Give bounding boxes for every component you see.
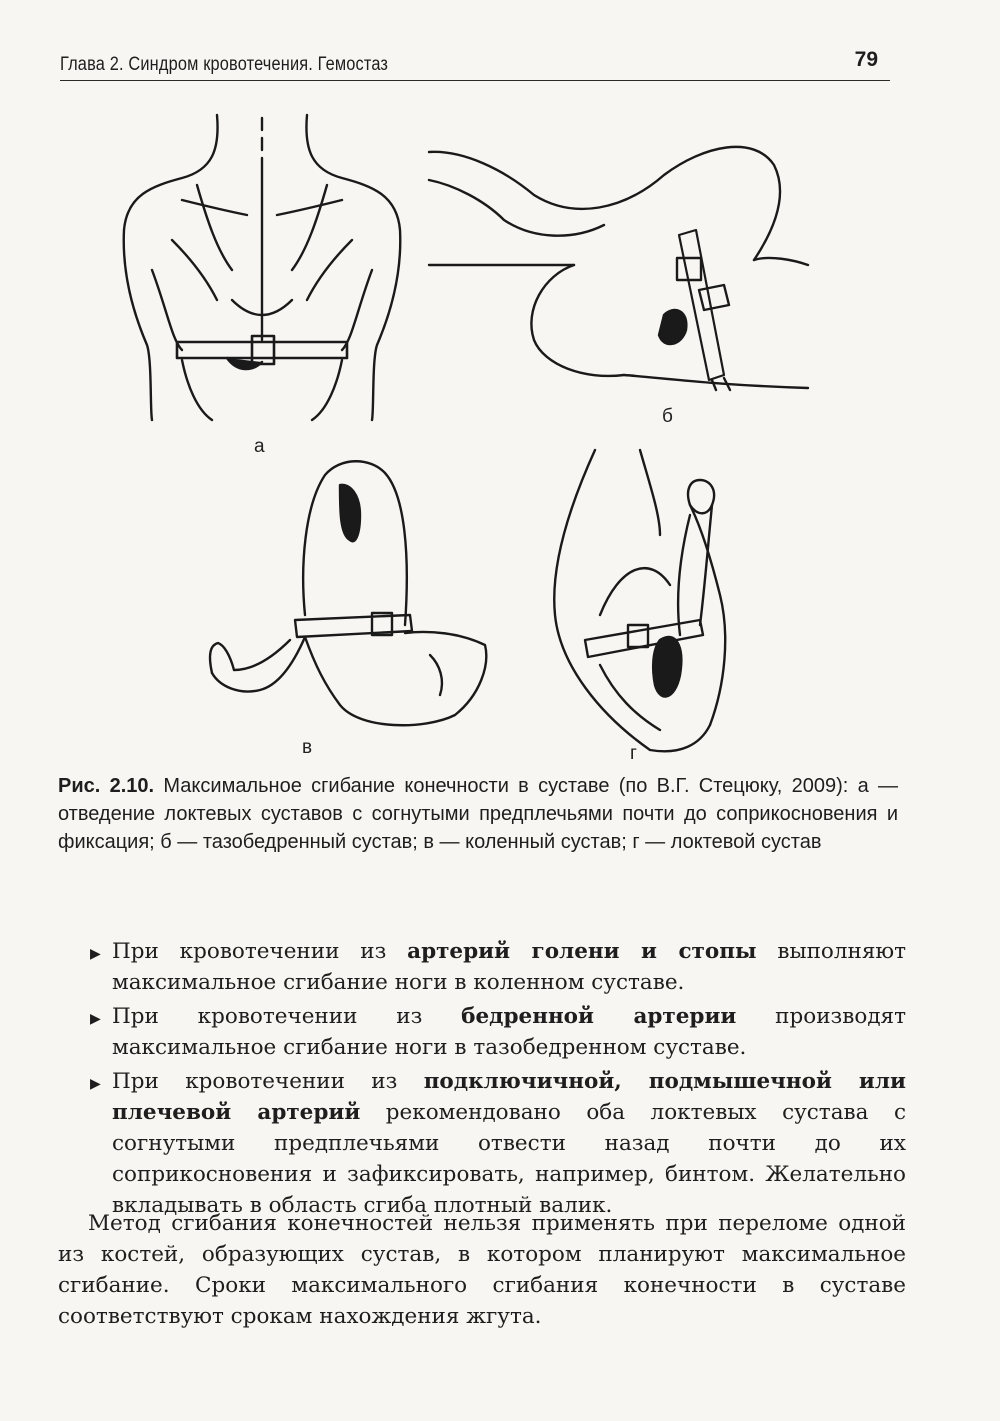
bullet-marker-icon: ▶: [90, 1011, 101, 1027]
running-header: [60, 40, 890, 81]
list-item-bold-text: подключичной, подмышечной или плечевой артерий: [112, 1069, 906, 1125]
list-item-text: При кровотечении из: [112, 1069, 424, 1094]
bullet-marker-icon: ▶: [90, 1076, 101, 1092]
panel-label-b: б: [662, 406, 673, 427]
list-item-text: рекомендовано оба локтевых сустава с согнутыми предплечьями отвести назад почти до их соприкосновения и зафиксировать, например, бинтом. Желательно вкладывать в область сгиба плотный валик.: [112, 1100, 907, 1218]
figure-panel-c: [200, 455, 490, 758]
bullet-list: [88, 936, 906, 1224]
panel-label-c: в: [302, 737, 313, 758]
illustration-back-elbows-tied: [112, 110, 412, 430]
list-item-text: При кровотечении из: [112, 939, 408, 964]
body-paragraph: Метод сгибания конечностей нельзя применять при переломе одной из костей, образующих сустав, в котором планируют максимальное сгибание. Сроки максимального сгибания конечности в суставе соответствуют срокам нахождения жгута.: [58, 1211, 906, 1329]
list-item-text: выполняют максимальное сгибание ноги в коленном суставе.: [112, 939, 907, 995]
illustration-knee-flexion: [200, 455, 490, 755]
figure-caption-label: Рис. 2.10.: [58, 775, 155, 797]
panel-label-d: г: [630, 743, 637, 764]
list-item-text: При кровотечении из: [112, 1004, 462, 1029]
list-item: [88, 1066, 906, 1221]
illustration-hip-flexion: [424, 140, 808, 390]
list-item: [88, 936, 906, 998]
figure-caption: [58, 772, 898, 856]
list-item-text: производят максимальное сгибание ноги в тазобедренном суставе.: [112, 1004, 907, 1060]
list-item-bold-text: артерий голени и стопы: [407, 939, 757, 964]
page-number: 79: [854, 48, 878, 71]
panel-label-a: а: [254, 436, 265, 457]
list-item: [88, 1001, 906, 1063]
illustration-elbow-flexion: [540, 445, 740, 760]
figure-panel-d: [540, 445, 740, 764]
bullet-marker-icon: ▶: [90, 946, 101, 962]
figure-caption-text: Максимальное сгибание конечности в суставе (по В.Г. Стецюку, 2009): а — отведение локтевых суставов с согнутыми предплечьями почти до соприкосновения и фиксация; б — тазобедренный сустав; в — коленный сустав; г — локтевой сустав: [58, 775, 899, 853]
list-item-bold-text: бедренной артерии: [461, 1004, 737, 1029]
chapter-title: Глава 2. Синдром кровотечения. Гемостаз: [60, 54, 389, 75]
figure-panel-a: [112, 110, 412, 457]
figure-panel-b: [424, 140, 808, 427]
